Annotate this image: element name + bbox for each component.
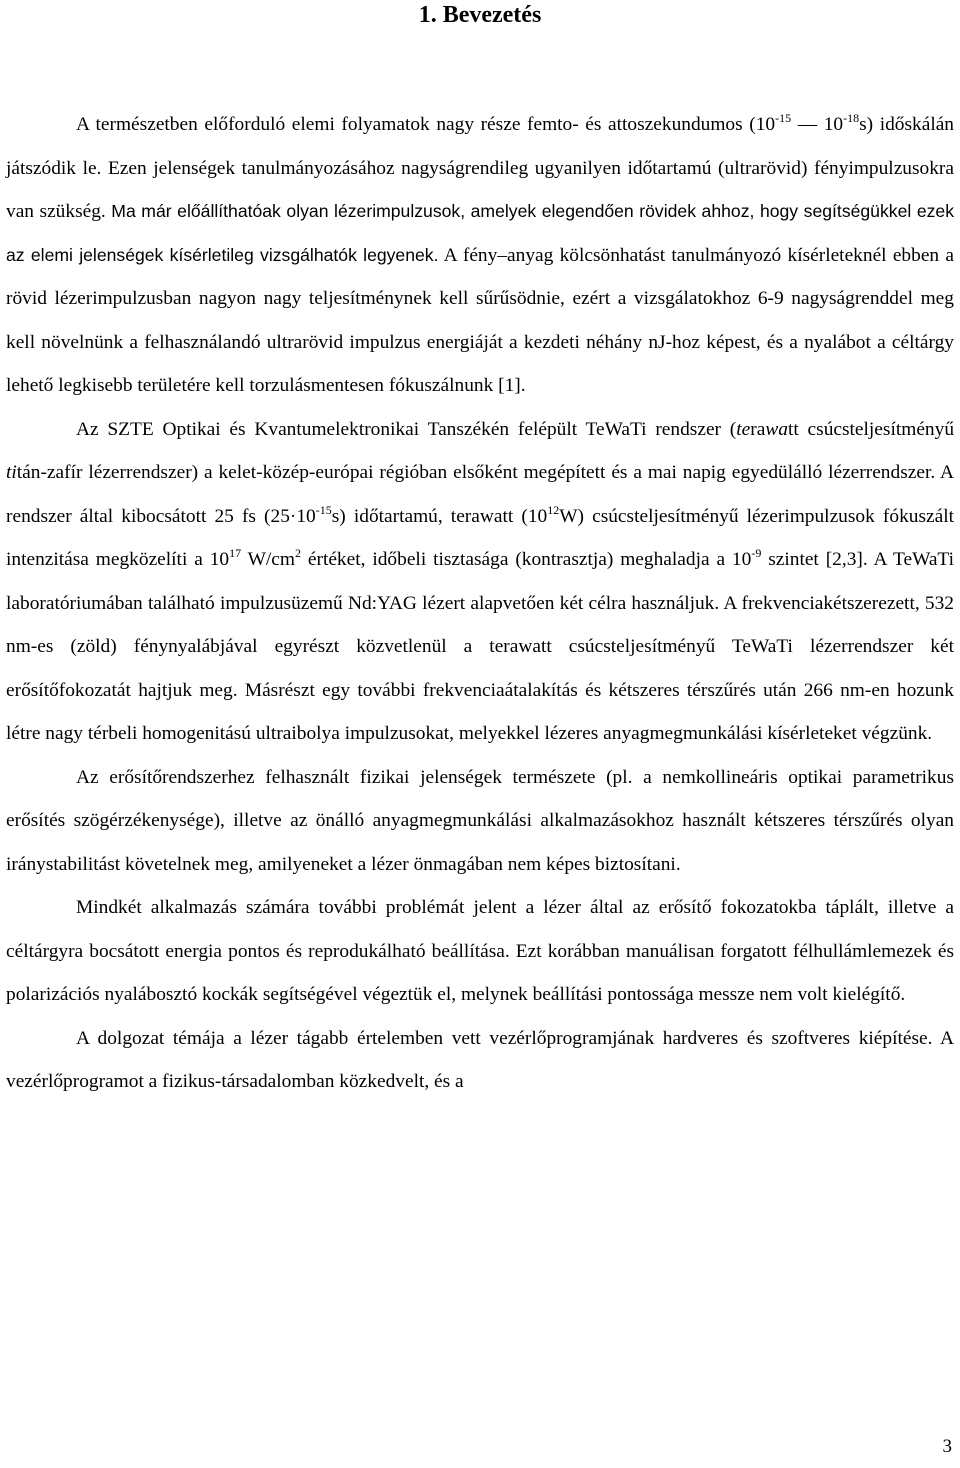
p1-text-c: s) időskálán játszódik le. Ezen jelenségek tanulmányozásához nagyságrendileg ugyanilyen időtartamú (ultrarövid) fényimpulzusokra van szükség. [6,114,955,222]
paragraph-topic: A dolgozat témája a lézer tágabb értelemben vett vezérlőprogramjának hardveres és szoftveres kiépítése. A vezérlőprogramot a fizikus-társadalomban közkedvelt, és a [6,1027,954,1092]
page-number: 3 [942,1436,952,1457]
paragraph-intro [6,103,954,408]
p2-exponent-5: -9 [751,546,762,560]
p2-exponent-2: 12 [547,502,560,517]
p2-italic-wa: wa [765,418,788,440]
p2-text-c: s) időtartamú, terawatt (10 [331,505,548,527]
p2-text-d: W) csúcsteljesítményű lézerimpulzusok fókuszált intenzitása megközelíti a 10 [6,505,954,570]
p2-text-ra: ra [750,418,766,440]
paragraph-tewati [6,408,954,756]
p1-text-b: — 10 [791,114,844,135]
paragraph-amplifier: Az erősítőrendszerhez felhasznált fizikai jelenségek természete (pl. a nemkollineáris optikai parametrikus erősítés szögérzékenysége), illetve az önálló anyagmegmunkálási alkalmazásokhoz használt kétszeres térszűrés olyan iránystabilitást követelnek meg, amilyeneket a lézer önmagában nem képes biztosítani. [6,766,954,875]
p2-text-a: Az SZTE Optikai és Kvantumelektronikai Tanszékén felépült TeWaTi rendszer ( [76,418,737,440]
p1-exponent-1: -15 [775,111,792,125]
p1-exponent-2: -18 [843,111,860,125]
p2-text-tt: tt csúcsteljesítményű [787,418,955,440]
p2-exponent-4: 2 [295,546,301,560]
paragraph-energy: Mindkét alkalmazás számára további problémát jelent a lézer által az erősítő fokozatokba táplált, illetve a céltárgyra bocsátott energia pontos és reprodukálható beállítása. Ezt korábban manuálisan forgatott félhullámlemezek és polarizációs nyalábosztó kockák segítségével végeztük el, melynek beállítási pontossága messze nem volt kielégítő. [6,897,954,1005]
p1-text-e: A fény–anyag kölcsönhatást tanulmányozó kísérleteknél ebben a rövid lézerimpulzusban nagyon nagy teljesítménynek kell sűrűsödnie, ezért a vizsgálatokhoz 6-9 nagyságrenddel meg kell növelnünk a felhasználandó ultrarövid impulzus energiáját a kezdeti néhány nJ-hoz képest, és a nyalábot a céltárgy lehető legkisebb területére kell torzulásmentesen fókuszálnunk [1]. [6,244,954,396]
p2-text-g: szintet [2,3]. A TeWaTi laboratóriumában található impulzusüzemű Nd:YAG lézert alapvetően két célra használjuk. A frekvenciakétszerezett, 532 nm-es (zöld) fénynyalábjával egyrészt közvetlenül a terawatt csúcsteljesítményű TeWaTi lézerrendszer két erősítőfokozatát hajtjuk meg. Másrészt egy további frekvenciaátalakítás és kétszeres térszűrés után 266 nm-en hozunk létre nagy térbeli homogenitású ultraibolya impulzusokat, melyekkel lézeres anyagmegmunkálási kísérleteket végzünk. [6,549,954,744]
p2-italic-ti: ti [6,462,17,483]
p2-text-b: tán-zafír lézerrendszer) a kelet-közép-európai régióban elsőként megépített és a mai napig egyedülálló lézerrendszer. A rendszer által kibocsátott 25 fs (25·10 [6,462,954,527]
p1-text-d: Ma már előállíthatóak olyan lézerimpulzusok, amelyek elegendően rövidek ahhoz, hogy segítségükkel ezek az elemi jelenségek kísérletileg vizsgálhatók legyenek. [6,201,954,265]
p2-exponent-3: 17 [229,546,242,560]
p2-italic-te: te [736,418,751,440]
section-heading: 1. Bevezetés [418,2,542,28]
p2-text-f: értéket, időbeli tisztasága (kontrasztja) meghaladja a 10 [301,549,752,570]
p2-text-e: W/cm [241,549,295,570]
p1-text-a: A természetben előforduló elemi folyamatok nagy része femto- és attoszekundumos (10 [76,114,776,135]
p2-exponent-1: -15 [315,502,332,517]
body-text [6,103,954,1104]
